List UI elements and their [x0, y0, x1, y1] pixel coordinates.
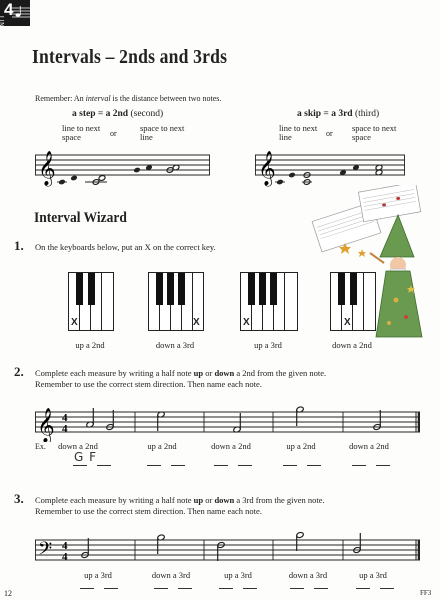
treble-clef-icon: 𝄞 [258, 151, 276, 186]
question-2-number: 2. [14, 364, 24, 379]
q2-label-4: up a 2nd [286, 441, 316, 451]
question-3-staff [35, 530, 420, 570]
answer-line[interactable] [283, 465, 297, 466]
answer-line[interactable] [352, 465, 366, 466]
answer-line [97, 465, 111, 466]
black-key[interactable] [76, 273, 83, 305]
answer-line[interactable] [104, 588, 118, 589]
q3-label-5: up a 3rd [359, 570, 387, 580]
step-example-staff [35, 150, 210, 200]
q2-label-3: down a 2nd [211, 441, 251, 451]
q3-label-3: up a 3rd [224, 570, 252, 580]
unit-label: UNIT [0, 14, 6, 32]
q2-label-2: up a 2nd [147, 441, 177, 451]
remember-text: Remember: An interval is the distance between two notes. [35, 94, 222, 103]
skip-heading: a skip = a 3rd (third) [297, 109, 380, 119]
question-2-staff [35, 404, 420, 442]
black-key[interactable] [338, 273, 345, 305]
black-key[interactable] [259, 273, 266, 305]
x-mark: X [243, 317, 250, 328]
answer-line[interactable] [376, 465, 390, 466]
question-1-number: 1. [14, 238, 24, 253]
time-signature-top: 4 [62, 412, 68, 424]
x-mark: X [193, 317, 200, 328]
answer-line[interactable] [307, 465, 321, 466]
x-mark: X [344, 317, 351, 328]
q3-label-4: down a 3rd [288, 570, 328, 580]
question-3-number: 3. [14, 491, 24, 506]
time-signature-top: 4 [62, 540, 68, 552]
example-label: Ex. [35, 442, 46, 451]
answer-line[interactable] [314, 588, 328, 589]
answer-line[interactable] [154, 588, 168, 589]
time-signature-bottom: 4 [62, 423, 68, 435]
example-answer: G F [74, 450, 98, 464]
unit-tab [0, 0, 30, 32]
q2-label-1: down a 2nd [58, 441, 98, 451]
skip-right-note: space to next space [352, 123, 397, 142]
answer-line[interactable] [80, 588, 94, 589]
q3-label-1: up a 3rd [84, 570, 112, 580]
bass-clef-icon: 𝄢 [38, 539, 53, 564]
black-key[interactable] [167, 273, 174, 305]
black-key[interactable] [156, 273, 163, 305]
black-key[interactable] [88, 273, 95, 305]
page-title: Intervals – 2nds and 3rds [32, 46, 228, 68]
answer-line[interactable] [380, 588, 394, 589]
skip-or: or [326, 129, 333, 138]
answer-line[interactable] [171, 465, 185, 466]
answer-line[interactable] [178, 588, 192, 589]
keyboard-1 [68, 272, 114, 331]
page-number: 12 [4, 589, 12, 598]
step-heading: a step = a 2nd (second) [72, 109, 164, 119]
answer-line[interactable] [290, 588, 304, 589]
x-mark: X [71, 317, 78, 328]
answer-line[interactable] [147, 465, 161, 466]
q2-label-5: down a 2nd [349, 441, 389, 451]
black-key[interactable] [270, 273, 277, 305]
keyboard-2 [148, 272, 204, 331]
keyboard-4 [330, 272, 376, 331]
keyboard-2-caption: down a 3rd [155, 340, 195, 350]
step-left-note: line to next space [62, 123, 101, 142]
question-1-instruction: On the keyboards below, put an X on the correct key. [35, 242, 216, 252]
q2-notes [86, 406, 381, 433]
black-key[interactable] [350, 273, 357, 305]
answer-line [73, 465, 87, 466]
book-code: FF3 [420, 589, 432, 597]
keyboard-4-caption: down a 2nd [332, 340, 372, 350]
black-key[interactable] [248, 273, 255, 305]
section-heading: Interval Wizard [34, 210, 127, 226]
keyboard-3 [240, 272, 298, 331]
time-signature-bottom: 4 [62, 551, 68, 563]
answer-line[interactable] [243, 588, 257, 589]
treble-clef-icon: 𝄞 [37, 408, 55, 442]
q3-label-2: down a 3rd [151, 570, 191, 580]
keyboard-3-caption: up a 3rd [254, 340, 282, 350]
interval-term: interval [85, 94, 111, 103]
unit-number: 4 [4, 0, 14, 19]
answer-line[interactable] [356, 588, 370, 589]
step-or: or [110, 129, 117, 138]
question-3-instruction: Complete each measure by writing a half note up or down a 3rd from the given note. Remember to use the correct stem direction. Then name each note. [35, 495, 325, 516]
answer-line[interactable] [219, 588, 233, 589]
answer-line[interactable] [214, 465, 228, 466]
q3-notes [81, 532, 361, 561]
black-key[interactable] [178, 273, 185, 305]
treble-clef-icon: 𝄞 [38, 151, 56, 186]
question-2-instruction: Complete each measure by writing a half note up or down a 2nd from the given note. Remember to use the correct stem direction. Then name each note. [35, 368, 327, 389]
answer-line[interactable] [238, 465, 252, 466]
skip-left-note: line to next line [279, 123, 318, 142]
step-right-note: space to next line [140, 123, 185, 142]
keyboard-1-caption: up a 2nd [75, 340, 105, 350]
unit-staff-icon [12, 3, 30, 23]
